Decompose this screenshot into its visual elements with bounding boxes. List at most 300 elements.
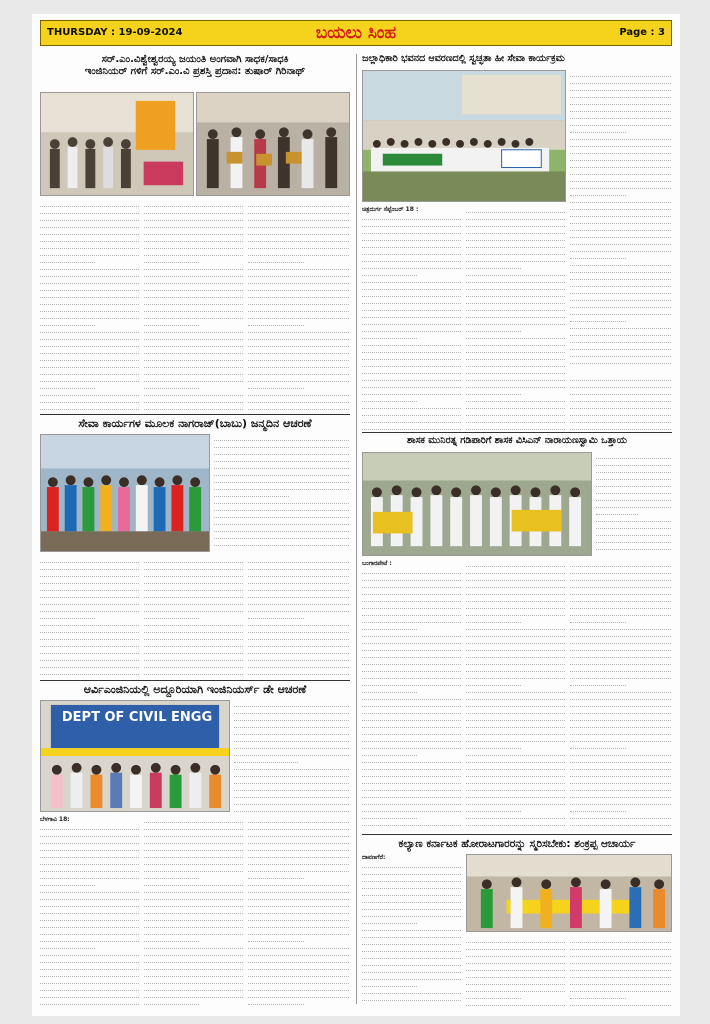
body-text-line [40,584,139,591]
body-text-line [144,816,243,823]
body-text-line [40,935,139,942]
body-text-line [144,647,243,654]
body-text-line [570,770,671,777]
body-text-line [40,263,139,270]
body-text-line [466,616,521,623]
body-text-line [570,581,671,588]
body-text-line [570,943,671,950]
body-text-line [466,339,565,346]
body-text-line [362,339,461,346]
body-text-line [570,950,671,957]
body-text-line [596,466,671,473]
body-text-line [248,235,349,242]
body-text-line [570,749,671,756]
body-text-line [144,935,199,942]
body-text-line [144,640,243,647]
body-text-line [466,213,565,220]
body-text-line [466,360,565,367]
body-text-line [466,241,565,248]
body-text-line [466,304,565,311]
body-text-line [570,978,671,985]
body-text-line [570,381,671,388]
issue-date: THURSDAY : 19-09-2024 [47,27,183,38]
article-body-column [362,854,462,1006]
body-text-line [248,647,349,654]
body-text-line [144,403,243,410]
body-text-line [40,389,139,396]
article-body-column [40,816,140,1006]
body-text-line [362,234,461,241]
body-text-line [466,255,565,262]
body-text-line [234,700,349,707]
body-text-line [248,305,349,312]
body-text-line [570,623,671,630]
body-text-line [362,994,461,1001]
body-text-line [248,816,349,823]
body-text-line [570,287,671,294]
body-text-line [144,382,199,389]
body-text-line [248,619,349,626]
body-text-line [40,626,139,633]
body-text-line [570,700,671,707]
body-text-line [362,602,461,609]
body-text-line [248,333,349,340]
body-text-line [596,529,671,536]
body-text-line [144,340,243,347]
body-text-line [570,112,671,119]
body-text-line [144,661,243,668]
body-text-line [362,980,417,987]
body-text-line [466,964,565,971]
body-text-line [570,964,671,971]
body-text-line [596,459,671,466]
body-text-line [570,784,671,791]
body-text-line [570,395,671,402]
article-headline [40,54,350,77]
body-text-line [144,956,243,963]
body-text-line [466,791,565,798]
body-text-line [596,522,671,529]
body-text-line [248,221,349,228]
column-divider [356,54,357,1004]
body-text-line [362,791,461,798]
page-number: Page : 3 [619,27,665,38]
body-text-line [466,742,521,749]
body-text-line [466,686,565,693]
body-text-line [466,978,565,985]
body-text-line [362,595,461,602]
body-text-line [40,277,139,284]
body-text-line [362,917,417,924]
body-text-line [40,640,139,647]
article-photo [40,92,194,196]
newspaper-page [32,14,680,1016]
body-text-line [248,970,349,977]
body-text-line [248,598,349,605]
body-text-line [248,298,349,305]
body-text-line [570,805,626,812]
body-text-line [570,756,671,763]
body-text-line [362,374,461,381]
body-text-line [40,333,139,340]
body-text-line [248,928,349,935]
divider [362,834,672,835]
body-text-line [466,812,565,819]
body-text-line [144,563,243,570]
body-text-line [40,647,139,654]
body-text-line [144,998,199,1005]
body-text-line [40,956,139,963]
body-text-line [466,332,565,339]
body-text-line [40,612,95,619]
body-text-line [466,749,565,756]
body-text-line [570,567,671,574]
body-text-line [466,784,565,791]
body-text-line [362,353,461,360]
body-text-line [570,609,671,616]
body-text-line [40,886,139,893]
body-text-line [362,714,461,721]
body-text-line [570,98,671,105]
body-text-line [570,721,671,728]
body-text-line [570,402,671,409]
body-text-line [248,270,349,277]
body-text-line [144,263,243,270]
body-text-line [40,830,139,837]
body-text-line [466,756,565,763]
article-photo [40,434,210,552]
body-text-line [144,963,243,970]
body-text-line [40,361,139,368]
body-text-line [40,228,139,235]
body-text-line [144,312,243,319]
body-text-line [362,255,461,262]
body-text-line [248,942,349,949]
body-text-line [144,907,243,914]
body-text-line [248,584,349,591]
body-text-line [40,998,139,1005]
body-text-line [466,409,565,416]
body-text-line [362,325,461,332]
body-text-line [570,259,671,266]
body-text-line [144,949,243,956]
divider [40,680,350,681]
body-text-line [144,228,243,235]
article-body-column [40,200,140,412]
body-text-line [248,661,349,668]
body-text-line [234,791,349,798]
body-text-line [362,938,461,945]
body-text-line [248,382,304,389]
body-text-line [570,70,671,77]
body-text-line [466,388,521,395]
article-body-column [234,700,350,812]
body-text-line [362,672,461,679]
body-text-line [40,823,139,830]
body-text-line [362,283,461,290]
body-text-line [248,633,349,640]
body-text-line [570,679,626,686]
body-text-line [362,360,461,367]
body-text-line [40,598,139,605]
body-text-line [362,311,461,318]
body-text-line [362,227,461,234]
body-text-line [466,936,565,943]
body-text-line [40,256,95,263]
body-text-line [466,602,565,609]
body-text-line [570,728,671,735]
body-text-line [466,325,521,332]
body-text-line [144,598,243,605]
body-text-line [214,476,349,483]
body-text-line [248,844,349,851]
body-text-line [248,865,349,872]
body-text-line [214,469,349,476]
body-text-line [362,987,461,994]
body-text-line [144,305,243,312]
body-text-line [362,819,461,826]
body-text-line [40,207,139,214]
body-text-line [466,248,565,255]
body-text-line [40,844,139,851]
body-text-line [40,270,139,277]
body-text-line [466,700,565,707]
body-text-line [570,637,671,644]
body-text-line [466,672,565,679]
body-text-line [214,490,289,497]
body-text-line [466,276,565,283]
body-text-line [362,679,461,686]
body-text-line [40,984,139,991]
body-text-line [40,563,139,570]
body-text-line [466,735,565,742]
body-text-line [570,266,671,273]
body-text-line [40,872,139,879]
body-text-line [362,812,417,819]
body-text-line [40,879,95,886]
body-text-line [362,798,461,805]
article-body-column [570,374,672,430]
body-text-line [570,416,671,423]
body-text-line [466,943,565,950]
body-text-line [466,283,565,290]
body-text-line [40,858,139,865]
body-text-line [248,249,349,256]
body-text-line [466,311,565,318]
body-text-line [362,388,461,395]
body-text-line [466,588,565,595]
body-text-line [248,921,349,928]
body-text-line [214,532,349,539]
body-text-line [466,234,565,241]
body-text-line [362,721,461,728]
body-text-line [248,977,349,984]
body-text-line [570,168,671,175]
body-text-line [570,936,671,943]
body-text-line [144,619,243,626]
body-text-line [40,914,139,921]
body-text-line [362,276,461,283]
body-text-line [570,273,671,280]
body-text-line [362,861,461,868]
body-text-line [40,249,139,256]
body-text-line [570,154,671,161]
body-text-line [362,868,461,875]
body-text-line [570,374,671,381]
body-text-line [248,654,349,661]
body-text-line [248,984,349,991]
body-text-line [570,714,671,721]
body-text-line [570,77,671,84]
body-text-line [40,963,139,970]
body-text-line [144,389,243,396]
body-text-line [466,290,565,297]
article-body-column [362,206,462,430]
body-text-line [466,665,565,672]
body-text-line [570,423,671,430]
article-photo [362,70,566,202]
body-text-line [234,756,298,763]
body-text-line [570,140,671,147]
body-text-line [144,347,243,354]
body-text-line [596,452,671,459]
body-text-line [596,473,671,480]
body-text-line [362,623,417,630]
body-text-line [570,196,671,203]
body-text-line [570,203,671,210]
article-body-column [214,434,350,552]
body-text-line [362,924,461,931]
body-text-line [362,728,461,735]
body-text-line [466,658,565,665]
body-text-line [570,971,671,978]
body-text-line [248,837,349,844]
body-text-line [570,245,671,252]
body-text-line [570,651,671,658]
body-text-line [144,851,243,858]
body-text-line [570,315,626,322]
body-text-line [466,416,565,423]
body-text-line [466,262,521,269]
body-text-line [466,353,565,360]
body-text-line [362,416,461,423]
body-text-line [570,119,671,126]
body-text-line [40,354,139,361]
article-body-column [362,560,462,830]
body-text-line [362,588,461,595]
body-text-line [362,409,461,416]
body-text-line [362,658,461,665]
body-text-line [144,942,243,949]
body-text-line [570,602,671,609]
body-text-line [248,963,349,970]
article-body-column [248,816,350,1006]
body-text-line [466,971,565,978]
body-text-line [362,381,461,388]
body-text-line [144,319,199,326]
body-text-line [466,721,565,728]
body-text-line [466,637,565,644]
body-text-line [214,504,349,511]
body-text-line [214,518,349,525]
body-text-line [570,595,671,602]
body-text-line [234,805,349,812]
body-text-line [214,483,349,490]
article-headline: ಜಲ್ಲಾಧಿಕಾರಿ ಭವನದ ಆವರಣದಲ್ಲಿ ಸ್ವಚ್ಛತಾ ಹೀ ಸೇವಾ ಕಾರ್ಯಕ್ರಮ [362,53,565,64]
body-text-line [466,206,565,213]
body-text-line [144,375,243,382]
article-dateline: ಬೆಳಗಾವಿ 18: [40,816,70,823]
body-text-line [248,291,349,298]
article-body-column [466,560,566,830]
body-text-line [570,812,671,819]
body-text-line [570,616,626,623]
body-text-line [144,991,243,998]
body-text-line [248,368,349,375]
body-text-line [570,294,671,301]
body-text-line [248,823,349,830]
body-text-line [466,630,565,637]
body-text-line [234,714,349,721]
body-text-line [248,998,304,1005]
body-text-line [362,346,461,353]
body-text-line [248,277,349,284]
body-text-line [362,805,461,812]
body-text-line [466,763,565,770]
body-text-line [40,291,139,298]
body-text-line [40,340,139,347]
body-text-line [40,900,139,907]
body-text-line [466,798,565,805]
body-text-line [466,609,565,616]
body-text-line [248,361,349,368]
body-text-line [466,595,565,602]
body-text-line [362,966,461,973]
body-text-line [362,318,461,325]
body-text-line [362,402,461,409]
body-text-line [570,350,671,357]
body-text-line [248,228,349,235]
body-text-line [362,686,417,693]
body-text-line [362,290,461,297]
body-text-line [362,297,461,304]
body-text-line [570,217,671,224]
body-text-line [248,200,349,207]
body-text-line [248,570,349,577]
body-text-line [144,879,243,886]
body-text-line [466,819,565,826]
body-text-line [144,633,243,640]
body-text-line [214,462,349,469]
body-text-line [214,455,349,462]
body-text-line [144,291,243,298]
body-text-line [40,865,139,872]
body-text-line [466,581,565,588]
body-text-line [466,381,565,388]
body-text-line [40,661,139,668]
body-text-line [362,700,461,707]
body-text-line [40,298,139,305]
headline-line: ಸರ್.ಎಂ.ವಿಶ್ವೇಶ್ವರಯ್ಯ ಜಯಂತಿ ಅಂಗವಾಗಿ ಸಾಧಕ/ಸಾಧಕಿ [101,54,289,65]
body-text-line [144,858,243,865]
article-headline: ಕಲ್ಯಾಣ ಕರ್ನಾಟಕ ಹೋರಾಟಗಾರರನ್ನು ಸ್ಮರಿಸಬೇಕು: ಶಂಕ್ರಪ್ಪ ಆಚಾರ್ಯ [398,838,636,850]
body-text-line [570,91,671,98]
body-text-line [40,942,95,949]
body-text-line [234,742,349,749]
body-text-line [144,591,243,598]
body-text-line [466,950,565,957]
body-text-line [466,367,565,374]
